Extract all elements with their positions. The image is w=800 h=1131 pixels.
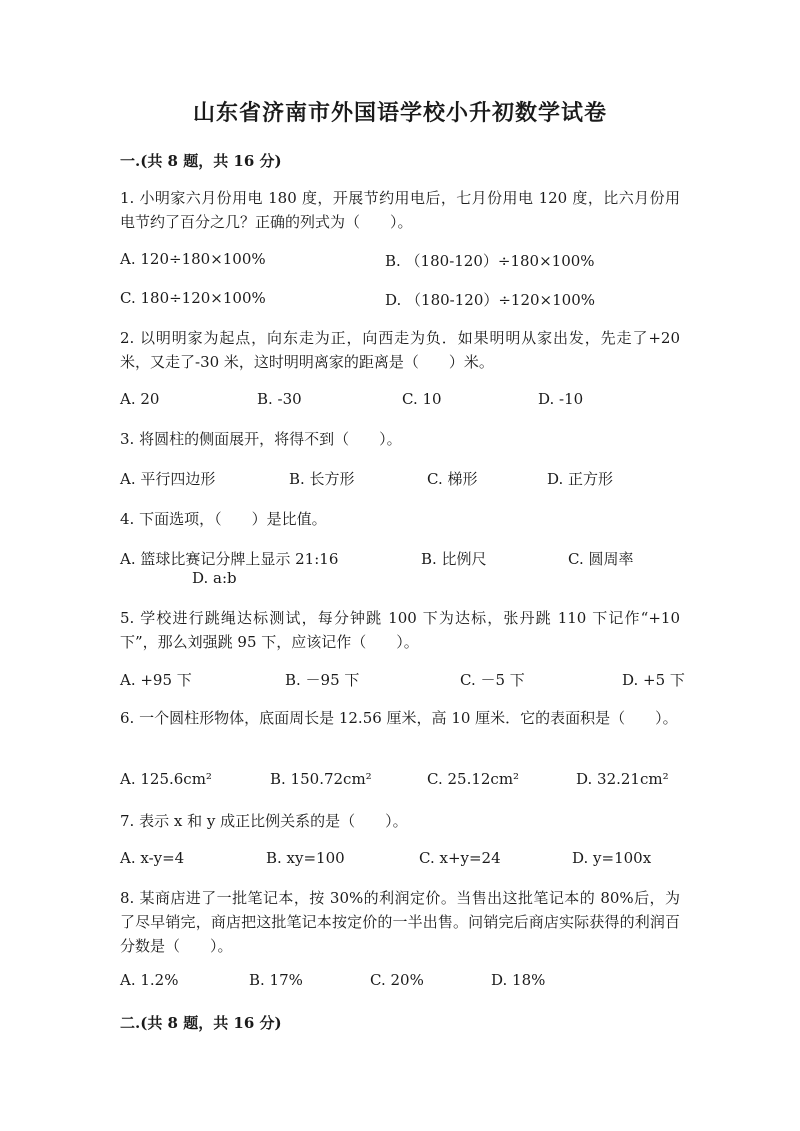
- question-6-option-a[interactable]: A. 125.6cm²: [120, 770, 212, 788]
- question-8-option-a[interactable]: A. 1.2%: [120, 971, 179, 989]
- question-6-stem: 6. 一个圆柱形物体，底面周长是 12.56 厘米，高 10 厘米．它的表面积是（ ）。: [120, 709, 678, 727]
- question-4-option-d[interactable]: D. a:b: [192, 569, 237, 587]
- question-7-option-b[interactable]: B. xy=100: [266, 849, 345, 867]
- question-1-option-c[interactable]: C. 180÷120×100%: [120, 289, 266, 307]
- question-3-option-b[interactable]: B. 长方形: [289, 470, 355, 488]
- question-3-stem: 3. 将圆柱的侧面展开，将得不到（ ）。: [120, 430, 402, 448]
- question-2-option-d[interactable]: D. -10: [538, 390, 584, 408]
- question-8-option-b[interactable]: B. 17%: [249, 971, 303, 989]
- question-6-option-d[interactable]: D. 32.21cm²: [576, 770, 669, 788]
- question-8-option-d[interactable]: D. 18%: [491, 971, 546, 989]
- question-7-option-d[interactable]: D. y=100x: [572, 849, 652, 867]
- question-5-option-d[interactable]: D. +5 下: [622, 671, 685, 689]
- question-4-option-c[interactable]: C. 圆周率: [568, 550, 634, 568]
- question-6-option-c[interactable]: C. 25.12cm²: [427, 770, 520, 788]
- page-title: 山东省济南市外国语学校小升初数学试卷: [192, 100, 607, 126]
- question-2-stem: 2. 以明明家为起点，向东走为正，向西走为负．如果明明从家出发，先走了+20 米，又走了-30 米，这时明明离家的距离是（ ）米。: [120, 329, 680, 371]
- question-8-option-c[interactable]: C. 20%: [370, 971, 424, 989]
- question-2-option-b[interactable]: B. -30: [257, 390, 302, 408]
- question-4-stem: 4. 下面选项，（ ）是比值。: [120, 510, 327, 528]
- question-7-option-c[interactable]: C. x+y=24: [419, 849, 501, 867]
- question-4-option-b[interactable]: B. 比例尺: [421, 550, 487, 568]
- section-heading-1: 一.(共 8 题，共 16 分): [120, 152, 282, 170]
- question-3-option-c[interactable]: C. 梯形: [427, 470, 478, 488]
- question-7-option-a[interactable]: A. x-y=4: [120, 849, 185, 867]
- question-1-option-a[interactable]: A. 120÷180×100%: [120, 250, 266, 268]
- question-8-stem: 8. 某商店进了一批笔记本，按 30%的利润定价。当售出这批笔记本的 80%后，为了尽早销完，商店把这批笔记本按定价的一半出售。问销完后商店实际获得的利润百分数是（ ）。: [120, 889, 680, 955]
- question-1-stem: 1. 小明家六月份用电 180 度，开展节约用电后，七月份用电 120 度，比六月份用电节约了百分之几？正确的列式为（ ）。: [120, 189, 680, 231]
- question-3-option-d[interactable]: D. 正方形: [547, 470, 614, 488]
- question-1-option-d[interactable]: D. （180-120）÷120×100%: [385, 291, 596, 309]
- question-6-option-b[interactable]: B. 150.72cm²: [270, 770, 372, 788]
- question-1-option-b[interactable]: B. （180-120）÷180×100%: [385, 252, 595, 270]
- question-5-option-b[interactable]: B. －95 下: [285, 671, 360, 689]
- question-3-option-a[interactable]: A. 平行四边形: [120, 470, 216, 488]
- question-2-option-a[interactable]: A. 20: [120, 390, 160, 408]
- question-5-stem: 5. 学校进行跳绳达标测试，每分钟跳 100 下为达标，张丹跳 110 下记作“+10下”，那么刘强跳 95 下，应该记作（ ）。: [120, 609, 680, 651]
- question-4-option-a[interactable]: A. 篮球比赛记分牌上显示 21:16: [120, 550, 339, 568]
- question-5-option-a[interactable]: A. +95 下: [120, 671, 192, 689]
- question-7-stem: 7. 表示 x 和 y 成正比例关系的是（ ）。: [120, 812, 408, 830]
- question-5-option-c[interactable]: C. －5 下: [460, 671, 525, 689]
- question-2-option-c[interactable]: C. 10: [402, 390, 442, 408]
- section-heading-2: 二.(共 8 题，共 16 分): [120, 1014, 282, 1032]
